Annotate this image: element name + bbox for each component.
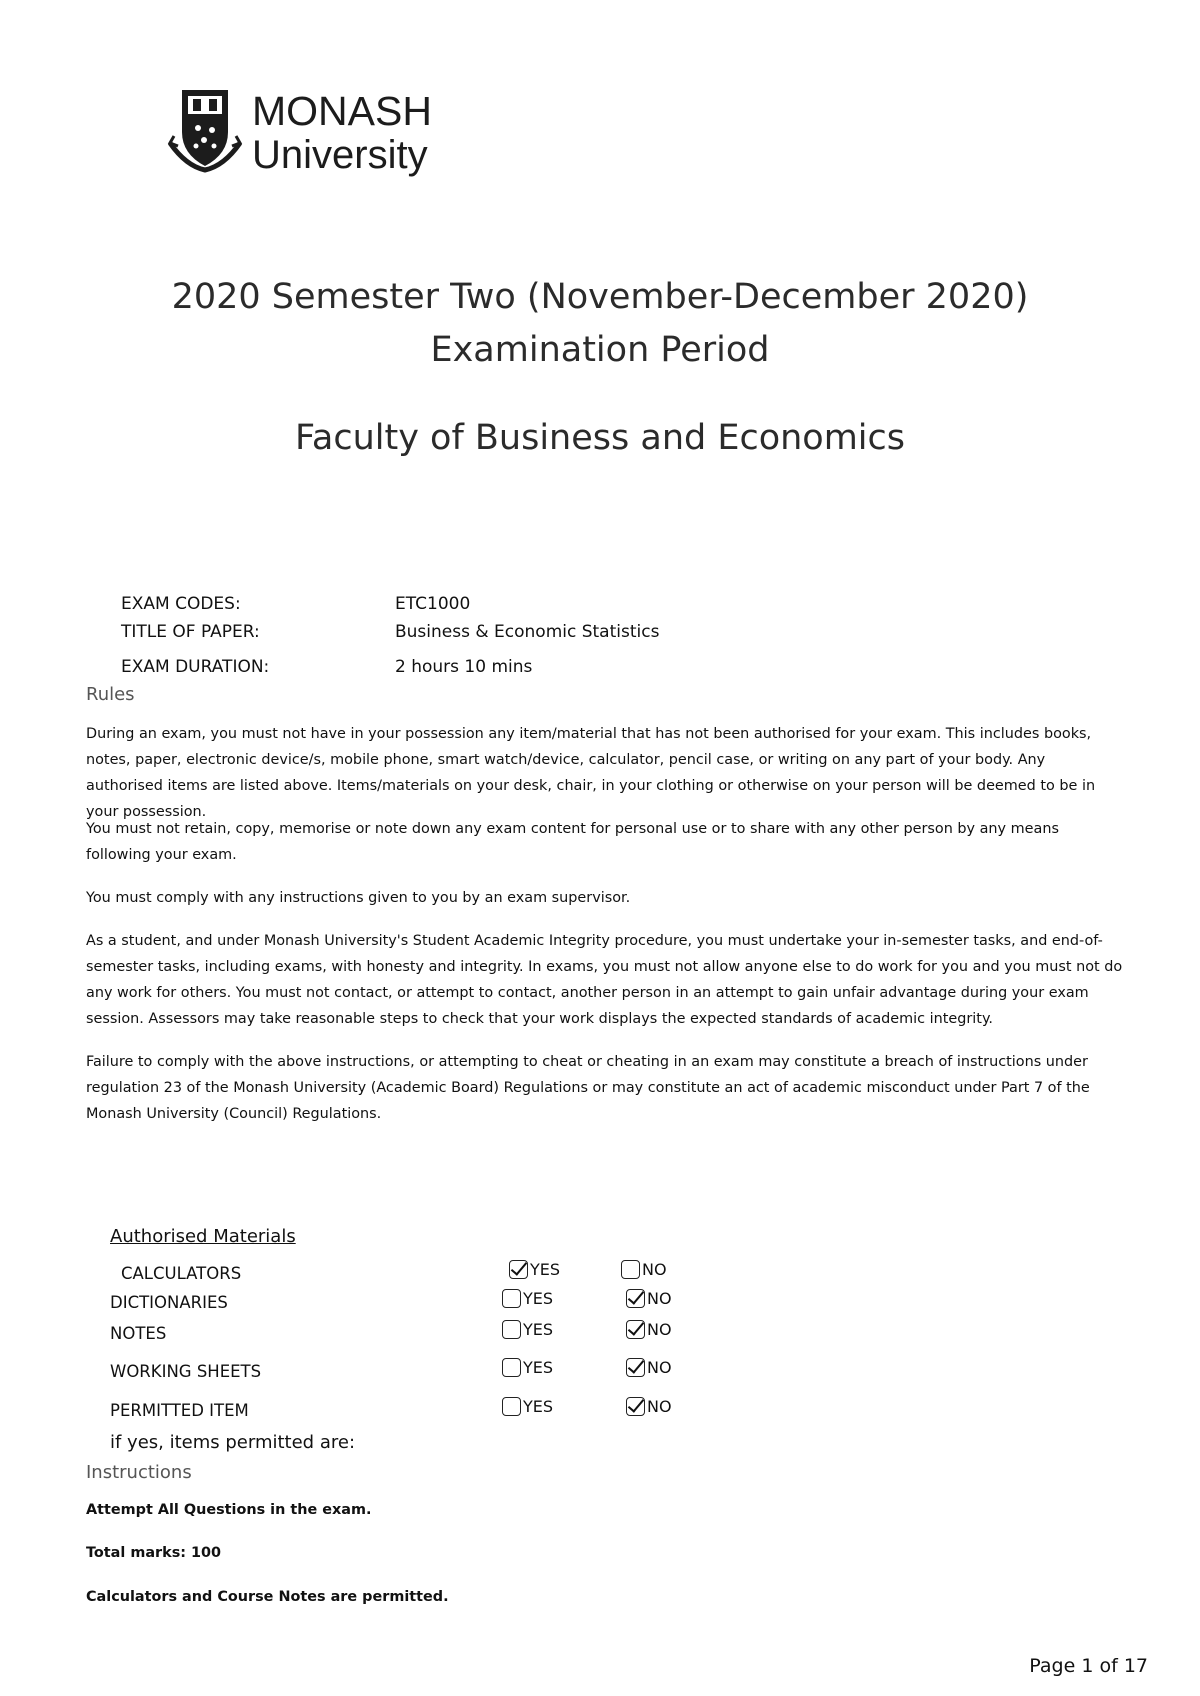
monash-logo bbox=[166, 88, 466, 178]
svg-text:University: University bbox=[252, 133, 428, 177]
exam-duration-label: EXAM DURATION: bbox=[121, 657, 270, 677]
instruction-line: Attempt All Questions in the exam. bbox=[86, 1502, 372, 1518]
rules-paragraph: You must comply with any instructions given to you by an exam supervisor. bbox=[86, 890, 631, 906]
calculators-no-option[interactable]: NO bbox=[621, 1260, 667, 1279]
material-label-working-sheets: WORKING SHEETS bbox=[110, 1362, 262, 1381]
authorised-materials-heading: Authorised Materials bbox=[110, 1226, 296, 1247]
exam-period-subtitle: Examination Period bbox=[430, 330, 770, 370]
instruction-line: Calculators and Course Notes are permitted. bbox=[86, 1589, 449, 1605]
rules-paragraph: During an exam, you must not have in your possession any item/material that has not been authorised for your exam. This includes books, notes, paper, electronic device/s, mobile phone, smart watch/device, calculator, pencil case, or writing on any part of your body. Any authorised items are listed above. Items/materials on your desk, chair, in your clothing or otherwise on your person will be deemed to be in your possession. bbox=[86, 726, 1096, 820]
working-sheets-yes-option[interactable]: YES bbox=[502, 1358, 553, 1377]
empty-box-icon[interactable] bbox=[502, 1320, 521, 1339]
notes-yes-option[interactable]: YES bbox=[502, 1320, 553, 1339]
exam-codes-label: EXAM CODES: bbox=[121, 594, 241, 614]
checked-box-icon[interactable] bbox=[626, 1320, 645, 1339]
rules-heading: Rules bbox=[86, 684, 135, 705]
empty-box-icon[interactable] bbox=[621, 1260, 640, 1279]
material-label-dictionaries: DICTIONARIES bbox=[110, 1293, 228, 1312]
working-sheets-no-option[interactable]: NO bbox=[626, 1358, 672, 1377]
checked-box-icon[interactable] bbox=[626, 1397, 645, 1416]
permitted-item-yes-option[interactable]: YES bbox=[502, 1397, 553, 1416]
permitted-item-no-option[interactable]: NO bbox=[626, 1397, 672, 1416]
notes-no-option[interactable]: NO bbox=[626, 1320, 672, 1339]
permitted-items-note: if yes, items permitted are: bbox=[110, 1432, 356, 1453]
dictionaries-yes-option[interactable]: YES bbox=[502, 1289, 553, 1308]
checked-box-icon[interactable] bbox=[509, 1260, 528, 1279]
material-label-permitted-item: PERMITTED ITEM bbox=[110, 1401, 249, 1420]
empty-box-icon[interactable] bbox=[502, 1358, 521, 1377]
exam-duration-value: 2 hours 10 mins bbox=[395, 657, 533, 677]
svg-text:MONASH: MONASH bbox=[252, 88, 432, 134]
exam-period-title: 2020 Semester Two (November-December 2020) bbox=[171, 277, 1029, 317]
calculators-yes-option[interactable]: YES bbox=[509, 1260, 560, 1279]
empty-box-icon[interactable] bbox=[502, 1289, 521, 1308]
empty-box-icon[interactable] bbox=[502, 1397, 521, 1416]
material-label-notes: NOTES bbox=[110, 1324, 167, 1343]
exam-codes-value: ETC1000 bbox=[395, 594, 471, 614]
dictionaries-no-option[interactable]: NO bbox=[626, 1289, 672, 1308]
material-label-calculators: CALCULATORS bbox=[121, 1264, 242, 1283]
rules-paragraph: You must not retain, copy, memorise or note down any exam content for personal use or to share with any other person by any means following your exam. bbox=[86, 821, 1059, 863]
instruction-line: Total marks: 100 bbox=[86, 1545, 222, 1561]
checked-box-icon[interactable] bbox=[626, 1358, 645, 1377]
monash-crest-icon bbox=[166, 88, 466, 178]
rules-paragraph: As a student, and under Monash University's Student Academic Integrity procedure, you must undertake your in-semester tasks, and end-of-semester tasks, including exams, with honesty and integrity. In exams, you must not allow anyone else to do work for you and you must not do any work for others. You must not contact, or attempt to contact, another person in an attempt to gain unfair advantage during your exam session. Assessors may take reasonable steps to check that your work displays the expected standards of academic integrity. bbox=[86, 933, 1123, 1027]
rules-paragraph: Failure to comply with the above instructions, or attempting to cheat or cheating in an exam may constitute a breach of instructions under regulation 23 of the Monash University (Academic Board) Regulations or may constitute an act of academic misconduct under Part 7 of the Monash University (Council) Regulations. bbox=[86, 1054, 1090, 1122]
instructions-heading: Instructions bbox=[86, 1462, 192, 1483]
faculty-title: Faculty of Business and Economics bbox=[294, 418, 906, 458]
paper-title-label: TITLE OF PAPER: bbox=[121, 622, 260, 642]
checked-box-icon[interactable] bbox=[626, 1289, 645, 1308]
page-number: Page 1 of 17 bbox=[1029, 1655, 1148, 1677]
paper-title-value: Business & Economic Statistics bbox=[395, 622, 660, 642]
